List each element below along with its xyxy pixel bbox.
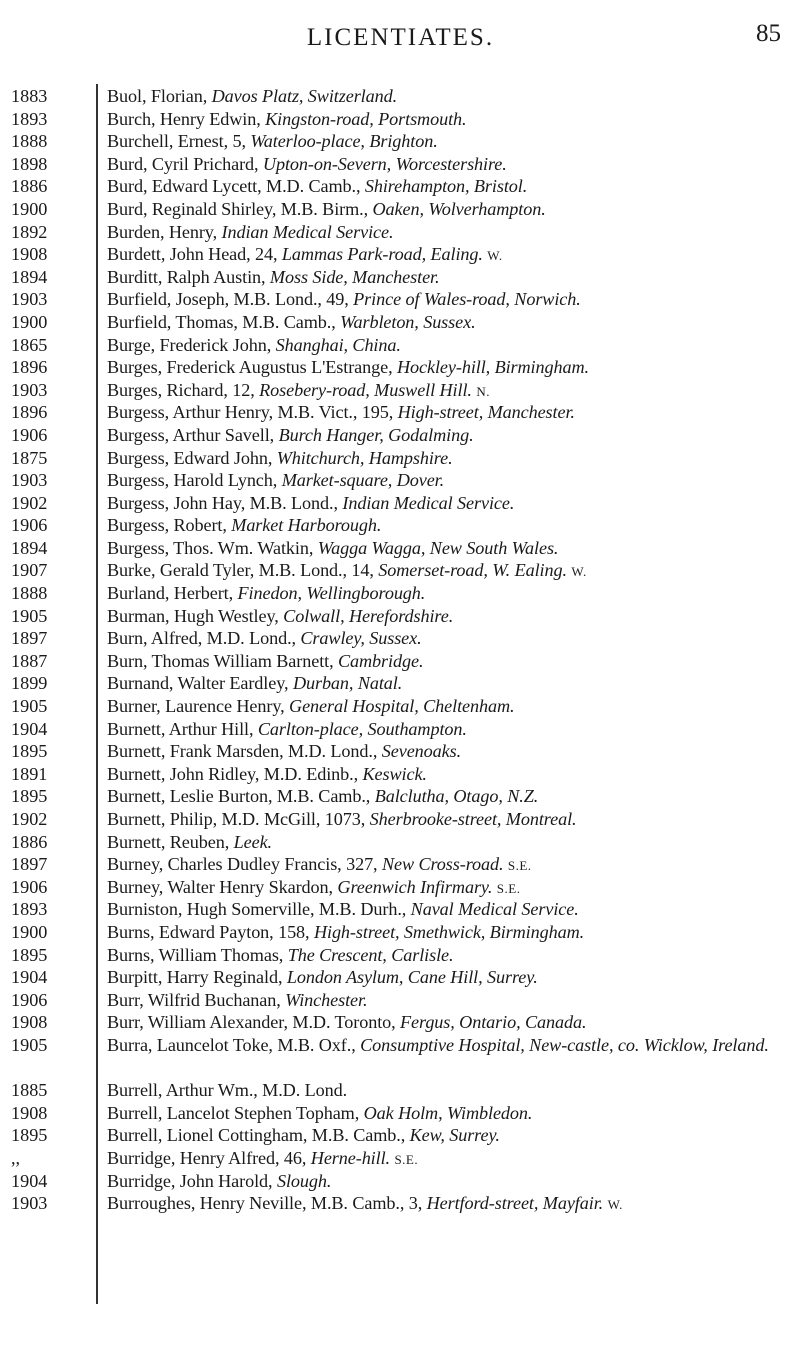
entry-text [107,921,787,944]
entry-year: 1900 [11,311,48,332]
entry-location: Waterloo-place, Brighton. [250,131,438,152]
list-item [0,198,801,221]
entry-year: 1899 [11,673,48,694]
entry-name: Burrell, Lionel Cottingham, M.B. Camb., [107,1125,410,1146]
entry-name: Buol, Florian, [107,86,212,106]
entry-location: Indian Medical Service. [221,221,394,242]
entry-year: 1902 [11,809,48,829]
list-item [0,1102,801,1125]
entry-location: Wagga Wagga, New South Wales. [317,537,559,558]
entry-year: 1893 [11,108,48,129]
entry-text [107,469,787,492]
entry-location: Crawley, Sussex. [300,628,422,649]
entry-name: Burner, Laurence Henry, [107,696,290,717]
entry-name: Burn, Thomas William Barnett, [107,650,338,671]
entry-location: Sevenoaks. [381,741,462,762]
list-item [0,921,801,944]
entry-location: Slough. [276,1170,332,1191]
entry-name: Burney, Walter Henry Skardon, [107,876,338,897]
list-item [0,1011,801,1034]
list-item [0,266,801,289]
list-item [0,582,801,605]
entry-location: Finedon, Wellingborough. [237,583,426,604]
entry-name: Burnett, Leslie Burton, M.B. Camb., [107,786,375,807]
list-item [0,108,801,131]
entry-location: Lammas Park-road, Ealing. [281,244,483,265]
entry-name: Burgess, Harold Lynch, [107,470,282,491]
list-item [0,379,801,402]
entry-text [107,1102,787,1125]
entry-text [107,1170,787,1193]
entry-name: Burge, Frederick John, [107,334,276,355]
entry-text [107,1192,787,1217]
entry-name: Burnett, Frank Marsden, M.D. Lond., [107,741,382,762]
list-item [0,356,801,379]
list-item [0,514,801,537]
entry-year: 1895 [11,1125,48,1146]
entry-text [107,514,787,537]
entry-district: W. [487,248,503,264]
entry-name: Burnand, Walter Eardley, [107,673,293,694]
entry-location: Durban, Natal. [292,673,403,694]
entry-name: Burnett, John Ridley, M.D. Edinb., [107,763,363,784]
entry-text [107,288,787,311]
entry-year: 1893 [11,899,48,920]
entry-text [107,898,787,921]
entry-text [107,130,787,153]
entry-name: Burns, Edward Payton, 158, [107,921,314,942]
entry-name: Burfield, Thomas, M.B. Camb., [107,311,341,332]
list-item [0,718,801,741]
entry-year: 1895 [11,741,48,762]
entry-year: 1894 [11,266,48,287]
entry-name: Burniston, Hugh Somerville, M.B. Durh., [107,899,411,920]
entry-name: Burpitt, Harry Reginald, [107,967,287,988]
entry-text [107,1124,787,1147]
entry-location: The Crescent, Carlisle. [287,944,454,965]
list-item [0,785,801,808]
entry-name: Burman, Hugh Westley, [107,605,284,626]
entry-location: New Cross-road. [381,854,504,875]
list-item [0,650,801,673]
entry-name: Burgess, Robert, [107,515,232,536]
entry-text [107,334,787,357]
list-item [0,989,801,1012]
entry-district: W. [607,1197,623,1213]
list-item [0,559,801,582]
list-item [0,221,801,244]
entry-name: Burnett, Philip, M.D. McGill, 1073, [107,809,370,829]
entry-name: Burden, Henry, [107,221,222,242]
entry-year: 1903 [11,470,48,491]
entry-district: S.E. [507,858,532,874]
entry-year: 1888 [11,583,48,604]
list-item [0,401,801,424]
entry-text [107,424,787,447]
entry-name: Burfield, Joseph, M.B. Lond., 49, [107,289,354,310]
entry-location: Herne-hill. [310,1147,390,1168]
list-item [0,672,801,695]
entry-year: 1900 [11,921,48,942]
entry-name: Burrell, Lancelot Stephen Topham, [107,1102,364,1123]
entry-text [107,447,787,470]
entry-location: High-street, Manchester. [397,402,575,423]
entry-text [107,740,787,763]
entry-year: 1887 [11,650,48,671]
entry-text [107,175,787,198]
list-item [0,334,801,357]
entry-text [107,966,787,989]
entry-name: Burroughes, Henry Neville, M.B. Camb., 3, [107,1193,427,1214]
list-item [0,1147,801,1170]
entry-text [107,650,787,673]
entry-location: Greenwich Infirmary. [337,876,493,897]
entry-text [107,989,787,1012]
entry-name: Burns, William Thomas, [107,944,288,965]
entry-text [107,108,787,131]
entry-name: Burney, Charles Dudley Francis, 327, [107,854,382,875]
entry-text [107,853,787,878]
page-title: LICENTIATES. [306,24,495,51]
entry-text [107,1011,787,1034]
entry-text [107,605,787,628]
list-item [0,944,801,967]
entry-location: Whitchurch, Hampshire. [276,447,453,468]
entry-name: Burchell, Ernest, 5, [107,131,251,152]
entry-location: Prince of Wales-road, Norwich. [353,289,581,310]
entry-text [107,785,787,808]
entry-location: Shanghai, China. [275,334,401,355]
list-item [0,1192,801,1237]
entry-location: Cambridge. [338,650,424,671]
entry-location: General Hospital, Cheltenham. [289,696,515,717]
entry-name: Burnett, Arthur Hill, [107,718,258,739]
list-item [0,831,801,854]
entry-location: Rosebery-road, Muswell Hill. [259,379,472,400]
entry-text [107,695,787,718]
entry-name: Burnett, Reuben, [107,831,234,852]
entry-year: 1896 [11,402,48,423]
entry-location: Kew, Surrey. [409,1125,500,1146]
page-header [0,20,801,60]
entry-year: 1897 [11,628,48,649]
entry-year: 1908 [11,1012,48,1033]
entry-name: Burland, Herbert, [107,583,238,604]
entry-text [107,831,787,854]
list-item [0,492,801,515]
entry-year: 1908 [11,244,48,265]
entry-year: 1906 [11,876,48,897]
entry-year: 1907 [11,560,48,581]
entry-year: 1896 [11,357,48,378]
entry-name: Burges, Frederick Augustus L'Estrange, [107,357,397,378]
entry-year: 1886 [11,831,48,852]
entry-location: Winchester. [285,989,368,1010]
page-number: 85 [756,20,781,47]
entry-text [107,1034,787,1057]
entry-location: Indian Medical Service. [342,492,515,513]
list-item [0,898,801,921]
entry-location: Balclutha, Otago, N.Z. [374,786,539,807]
list-item [0,469,801,492]
entry-name: Burditt, Ralph Austin, [107,266,270,287]
entry-year: 1904 [11,718,48,739]
entry-year: 1892 [11,221,48,242]
list-item [0,1034,801,1079]
entry-text [107,808,787,831]
entry-name: Burke, Gerald Tyler, M.B. Lond., 14, [107,560,379,581]
entry-text [107,582,787,605]
list-item [0,763,801,786]
entry-district: S.E. [394,1151,419,1167]
entry-name: Burd, Cyril Prichard, [107,153,263,174]
entry-year: 1906 [11,515,48,536]
entry-name: Burridge, John Harold, [107,1170,277,1191]
list-item [0,740,801,763]
entry-location: Somerset-road, W. Ealing. [378,560,567,581]
entry-location: Sherbrooke-street, Montreal. [369,809,577,829]
entry-name: Burn, Alfred, M.D. Lond., [107,628,301,649]
entry-year: 1898 [11,153,48,174]
entry-text [107,153,787,176]
entry-text [107,311,787,334]
entry-district: W. [571,564,587,580]
entry-year: 1904 [11,1170,48,1191]
entry-location: High-street, Smethwick, Birmingham. [313,921,585,942]
entry-text [107,1079,787,1102]
list-item [0,876,801,899]
list-item [0,153,801,176]
entry-district: S.E. [496,880,521,896]
entry-location: Market-square, Dover. [281,470,445,491]
entry-location: Moss Side, Manchester. [269,266,440,287]
entry-text [107,718,787,741]
entry-name: Burgess, Arthur Savell, [107,424,279,445]
entry-year: 1905 [11,696,48,717]
entry-location: Warbleton, Sussex. [340,311,476,332]
list-item [0,1124,801,1147]
entry-year: 1904 [11,967,48,988]
entry-location: Fergus, Ontario, Canada. [400,1012,587,1033]
entry-year: 1902 [11,492,48,513]
list-item [0,288,801,311]
list-item [0,447,801,470]
entry-location: Hertford-street, Mayfair. [426,1193,604,1214]
entry-location: Hockley-hill, Birmingham. [397,357,589,378]
entry-name: Burr, William Alexander, M.D. Toronto, [107,1012,401,1033]
list-item [0,605,801,628]
entry-text [107,356,787,379]
entry-year: 1891 [11,763,48,784]
list-item [0,175,801,198]
entry-location: Burch Hanger, Godalming. [278,424,474,445]
entry-name: Burra, Launcelot Toke, M.B. Oxf., [107,1034,361,1055]
entry-text [107,401,787,424]
list-item [0,627,801,650]
list-item [0,311,801,334]
entry-location: Shirehampton, Bristol. [364,176,528,197]
entry-text [107,944,787,967]
entry-district: N. [476,383,490,399]
entry-text [107,492,787,515]
entry-year: 1906 [11,424,48,445]
list-item [0,424,801,447]
entry-name: Burd, Reginald Shirley, M.B. Birm., [107,198,373,219]
list-item [0,1079,801,1102]
entry-text [107,85,787,108]
entry-name: Burdett, John Head, 24, [107,244,282,265]
entry-name: Burgess, Thos. Wm. Watkin, [107,537,318,558]
list-item [0,966,801,989]
entry-text [107,763,787,786]
entry-name: Burrell, Arthur Wm., M.D. Lond. [107,1080,348,1101]
entry-location: Upton-on-Severn, Worcestershire. [262,153,507,174]
entry-text [107,1147,787,1172]
list-item [0,130,801,153]
entry-year: 1875 [11,447,48,468]
list-item [0,85,801,108]
entry-year: 1906 [11,989,48,1010]
entry-text [107,672,787,695]
entry-location: Market Harborough. [231,515,382,536]
entry-text [107,266,787,289]
entry-location: Carlton-place, Southampton. [257,718,467,739]
entry-year: 1908 [11,1102,48,1123]
entry-location: Colwall, Herefordshire. [283,605,454,626]
entry-text [107,537,787,560]
list-item [0,695,801,718]
entry-year: 1865 [11,334,48,355]
entry-name: Burges, Richard, 12, [107,379,260,400]
entry-location: Leek. [233,831,272,852]
entry-name: Burridge, Henry Alfred, 46, [107,1147,311,1168]
entry-list [0,85,801,1237]
entry-location: Oak Holm, Wimbledon. [363,1102,533,1123]
entry-text [107,559,787,584]
entry-name: Burr, Wilfrid Buchanan, [107,989,286,1010]
entry-name: Burd, Edward Lycett, M.D. Camb., [107,176,365,197]
entry-year: 1886 [11,176,48,197]
entry-name: Burch, Henry Edwin, [107,108,266,129]
entry-year: 1883 [11,86,48,106]
entry-year: 1888 [11,131,48,152]
entry-year: 1905 [11,605,48,626]
entry-name: Burgess, Arthur Henry, M.B. Vict., 195, [107,402,398,423]
entry-location: London Asylum, Cane Hill, Surrey. [286,967,538,988]
entry-year: 1895 [11,786,48,807]
entry-location: Consumptive Hospital, New-castle, co. Wicklow, Ireland. [360,1034,769,1055]
entry-name: Burgess, John Hay, M.B. Lond., [107,492,343,513]
list-item [0,808,801,831]
list-item [0,1170,801,1193]
entry-location: Oaken, Wolverhampton. [372,198,546,219]
entry-text [107,221,787,244]
entry-location: Davos Platz, Switzerland. [211,86,398,106]
list-item [0,853,801,876]
entry-text [107,627,787,650]
entry-name: Burgess, Edward John, [107,447,277,468]
entry-year: 1903 [11,1193,48,1214]
entry-location: Naval Medical Service. [410,899,579,920]
entry-year: 1903 [11,379,48,400]
entry-text [107,876,787,901]
entry-text [107,379,787,404]
entry-year: 1900 [11,198,48,219]
entry-location: Kingston-road, Portsmouth. [265,108,467,129]
entry-text [107,243,787,268]
entry-year: 1903 [11,289,48,310]
entry-year: 1905 [11,1034,48,1055]
list-item [0,537,801,560]
entry-location: Keswick. [362,763,427,784]
entry-year: ,, [11,1147,21,1168]
entry-year: 1895 [11,944,48,965]
entry-year: 1894 [11,537,48,558]
entry-year: 1897 [11,854,48,875]
entry-text [107,198,787,221]
entry-year: 1885 [11,1080,48,1101]
list-item [0,243,801,266]
